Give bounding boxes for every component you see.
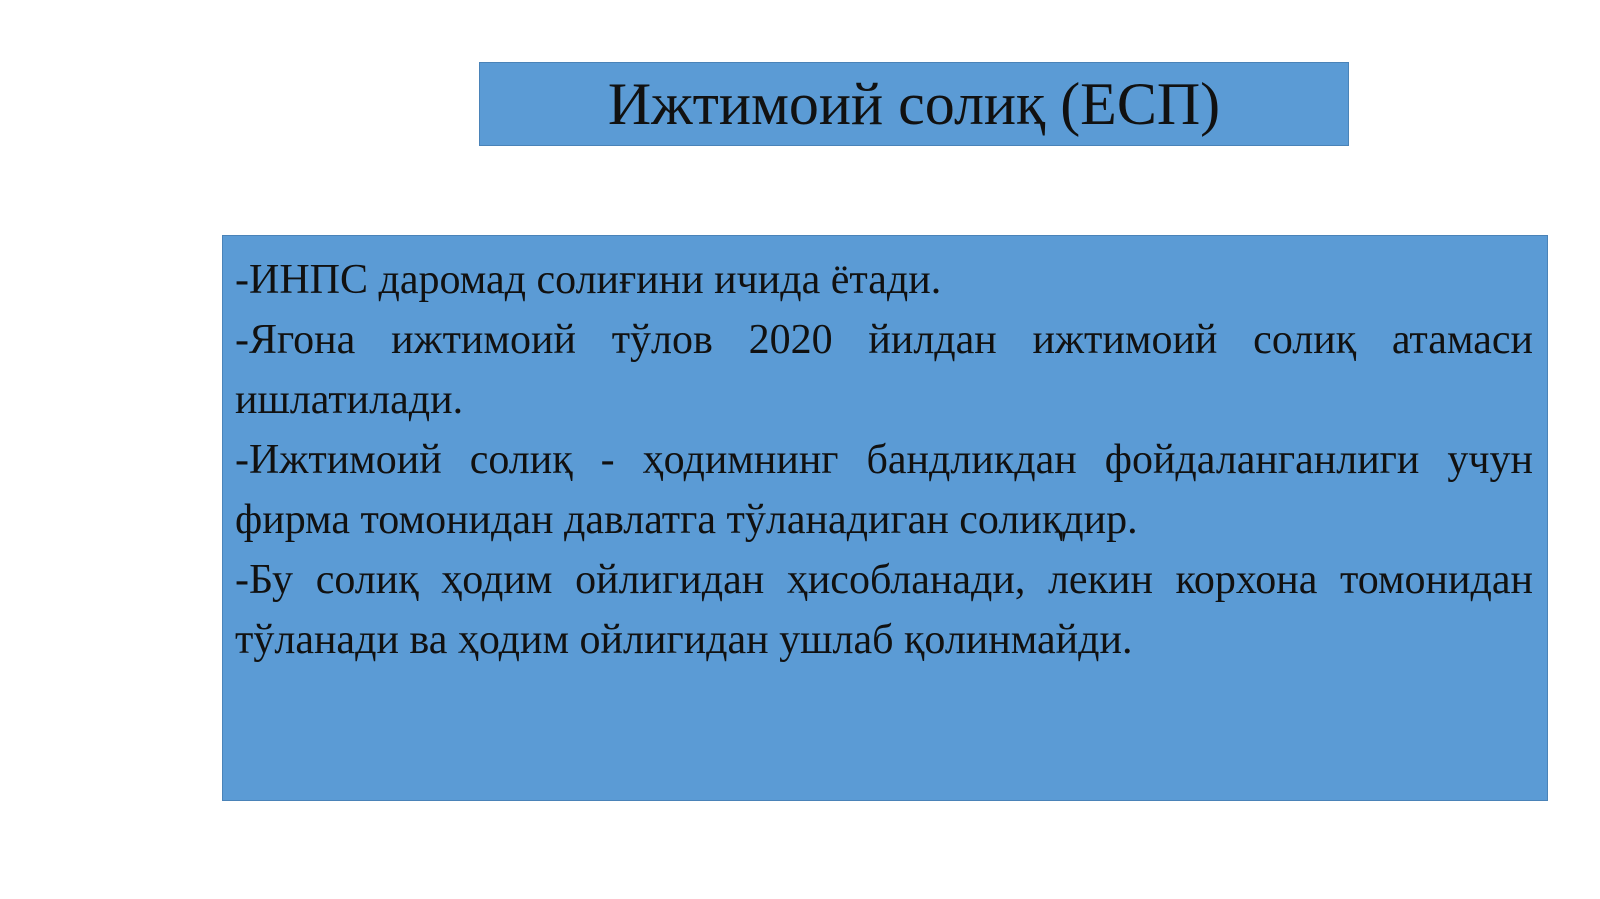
content-box (222, 235, 1548, 801)
paragraph-4: -Бу солиқ ҳодим ойлигидан ҳисобланади, лекин корхона томонидан тўланади ва ҳодим ойлигидан ушлаб қолинмайди. (235, 557, 1533, 663)
paragraph-3: -Ижтимоий солиқ - ҳодимнинг бандликдан фойдаланганлиги учун фирма томонидан давлатга тўланадиган солиқдир. (235, 437, 1533, 543)
paragraph-2: -Ягона ижтимоий тўлов 2020 йилдан ижтимоий солиқ атамаси ишлатилади. (235, 317, 1533, 423)
paragraph-1: -ИНПС даромад солиғини ичида ётади. (235, 257, 942, 303)
title-box (479, 62, 1349, 146)
slide-title: Ижтимоий солиқ (ЕСП) (607, 71, 1221, 137)
